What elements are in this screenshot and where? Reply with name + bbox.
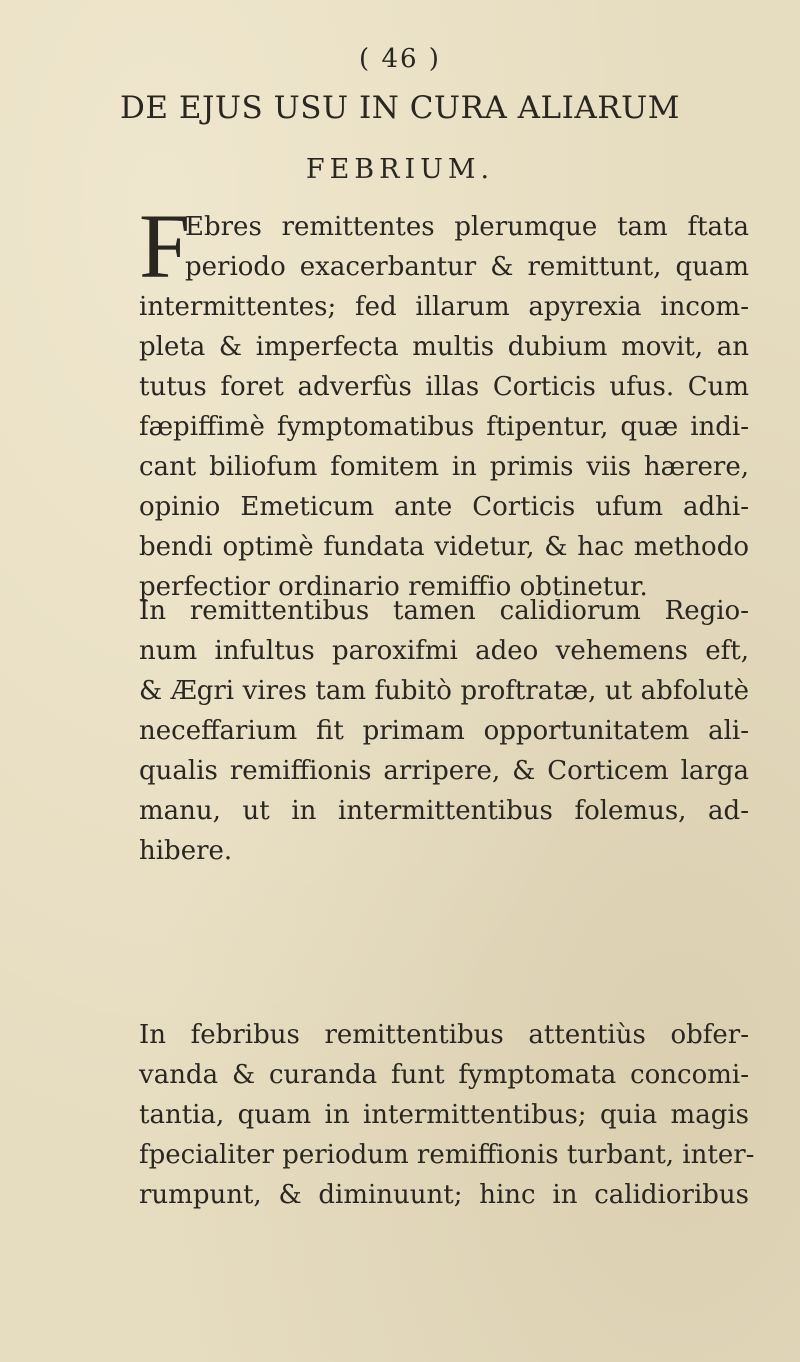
- text-line: qualis remiffionis arripere, & Corticem larga: [139, 756, 749, 786]
- text-line: rumpunt, & diminuunt; hinc in calidioribus: [139, 1180, 749, 1210]
- text-line: & Ægri vires tam fubitò proftratæ, ut abfolutè: [139, 676, 749, 706]
- text-line: num infultus paroxifmi adeo vehemens eft,: [139, 636, 749, 666]
- page-number: ( 46 ): [359, 44, 441, 74]
- text-line: periodo exacerbantur & remittunt, quam: [185, 252, 749, 282]
- drop-cap-letter: F: [139, 195, 191, 297]
- text-line: perfectior ordinario remiffio obtinetur.: [139, 572, 648, 602]
- text-line: bendi optimè fundata videtur, & hac methodo: [139, 532, 749, 562]
- paragraph-2: [139, 591, 749, 871]
- chapter-subheading: FEBRIUM.: [305, 154, 495, 185]
- text-line: tutus foret adverfùs illas Corticis ufus. Cum: [139, 372, 749, 402]
- paragraph-3: [139, 1015, 755, 1215]
- text-line: Ebres remittentes plerumque tam ftata: [185, 212, 749, 242]
- text-line: fpecialiter periodum remiffionis turbant, inter-: [139, 1140, 755, 1170]
- text-line: opinio Emeticum ante Corticis ufum adhi-: [139, 492, 749, 522]
- text-line: cant biliofum fomitem in primis viis hærere,: [139, 452, 749, 482]
- text-line: tantia, quam in intermittentibus; quia magis: [139, 1100, 749, 1130]
- text-line: In febribus remittentibus attentiùs obfer-: [139, 1020, 749, 1050]
- text-line: fæpiffimè fymptomatibus ftipentur, quæ indi-: [139, 412, 749, 442]
- text-line: vanda & curanda funt fymptomata concomi-: [139, 1060, 749, 1090]
- text-line: neceffarium fit primam opportunitatem ali-: [139, 716, 749, 746]
- text-line: manu, ut in intermittentibus folemus, ad-: [139, 796, 749, 826]
- chapter-heading: DE EJUS USU IN CURA ALIARUM: [120, 90, 680, 126]
- text-line: pleta & imperfecta multis dubium movit, an: [139, 332, 749, 362]
- text-line: hibere.: [139, 836, 233, 866]
- text-line: intermittentes; fed illarum apyrexia incom-: [139, 292, 749, 322]
- text-line: In remittentibus tamen calidiorum Regio-: [139, 596, 749, 626]
- paragraph-1: [139, 207, 749, 607]
